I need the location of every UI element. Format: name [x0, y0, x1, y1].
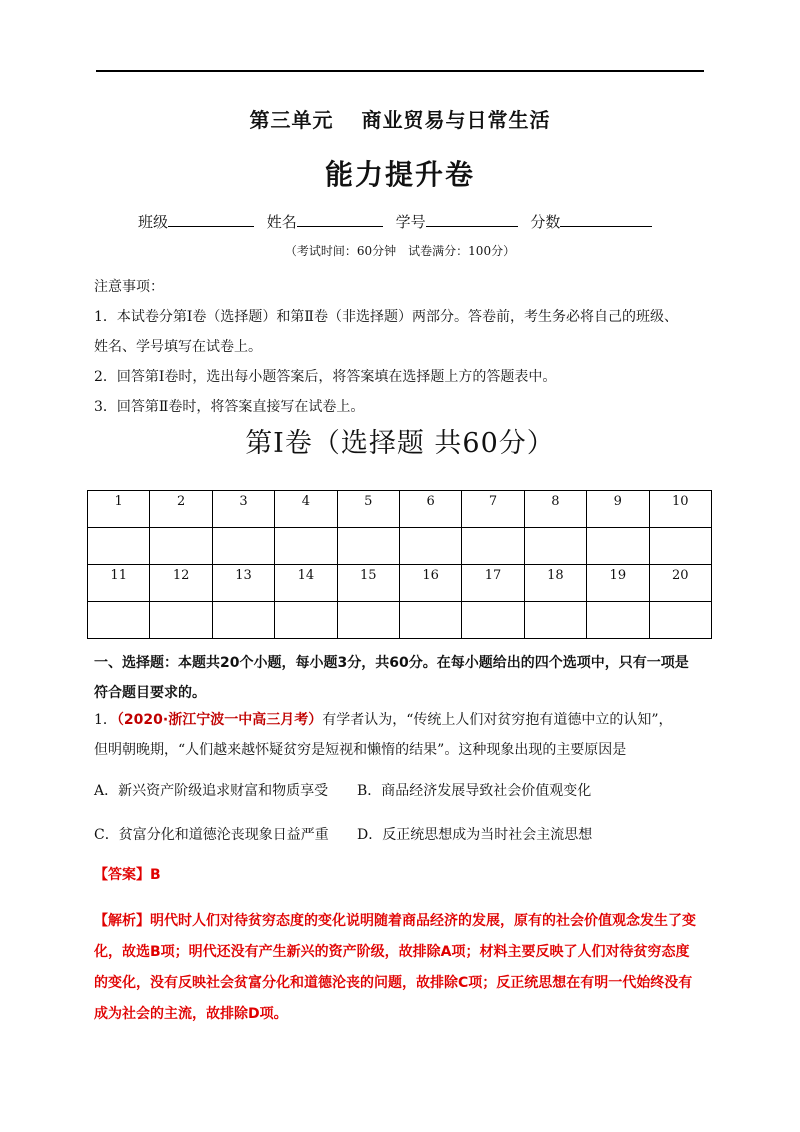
student-info-fields: [138, 211, 660, 232]
answer-cell[interactable]: [649, 528, 711, 565]
answer-blank-row: [88, 528, 712, 565]
note-item: 姓名、学号填写在试卷上。: [94, 339, 262, 355]
exam-time-info: （考试时间：60分钟 试卷满分：100分）: [284, 244, 516, 258]
analysis-line: 成为社会的主流，故排除D项。: [94, 1006, 288, 1022]
answer-number: 12: [150, 565, 212, 602]
answer-cell[interactable]: [649, 602, 711, 639]
answer-cell[interactable]: [88, 602, 150, 639]
note-item: 3．回答第Ⅱ卷时，将答案直接写在试卷上。: [94, 399, 365, 415]
answer-number: 1: [88, 491, 150, 528]
answer-number-row: [88, 491, 712, 528]
answer-blank-row: [88, 602, 712, 639]
question-1: [94, 705, 714, 765]
unit-label: 第三单元: [249, 108, 334, 132]
section-title: 第Ⅰ卷（选择题 共60分）: [245, 428, 555, 459]
note-item: 2．回答第Ⅰ卷时，选出每小题答案后，将答案填在选择题上方的答题表中。: [94, 369, 557, 385]
answer-number: 3: [212, 491, 274, 528]
student-id-label: 学号: [395, 213, 426, 231]
answer-number: 8: [524, 491, 586, 528]
question-line: [94, 705, 714, 735]
answer-number: 19: [587, 565, 649, 602]
analysis-line: 化，故选B项；明代还没有产生新兴的资产阶级，故排除A项；材料主要反映了人们对待贫穷态度: [94, 944, 690, 960]
notes-section: [94, 272, 714, 422]
note-item: 1．本试卷分第Ⅰ卷（选择题）和第Ⅱ卷（非选择题）两部分。答卷前，考生务必将自己的班级、: [94, 309, 678, 325]
answer-cell[interactable]: [337, 528, 399, 565]
name-blank[interactable]: [297, 212, 383, 227]
answer-number: 2: [150, 491, 212, 528]
answer-number: 10: [649, 491, 711, 528]
instruction-line: 一、选择题：本题共20个小题，每小题3分，共60分。在每小题给出的四个选项中，只有一项是: [94, 655, 689, 671]
analysis-section: [94, 906, 706, 1030]
answer-number: 14: [275, 565, 337, 602]
answer-cell[interactable]: [587, 602, 649, 639]
answer-cell[interactable]: [88, 528, 150, 565]
answer-cell[interactable]: [462, 602, 524, 639]
name-field[interactable]: [267, 211, 383, 232]
class-field[interactable]: [138, 211, 254, 232]
answer-number: 4: [275, 491, 337, 528]
unit-title: [0, 104, 800, 133]
answer-cell[interactable]: [524, 528, 586, 565]
answer-number-row: [88, 565, 712, 602]
answer-number: 6: [399, 491, 461, 528]
answer-cell[interactable]: [462, 528, 524, 565]
header-rule: [96, 70, 704, 72]
unit-topic: 商业贸易与日常生活: [361, 108, 551, 132]
answer-cell[interactable]: [150, 602, 212, 639]
answer-number: 18: [524, 565, 586, 602]
instruction-line: 符合题目要求的。: [94, 685, 206, 701]
answer-cell[interactable]: [524, 602, 586, 639]
question-text: 有学者认为，“传统上人们对贫穷抱有道德中立的认知”，: [322, 712, 673, 728]
class-label: 班级: [138, 213, 169, 231]
notes-heading: 注意事项：: [94, 279, 164, 295]
analysis-line: 的变化，没有反映社会贫富分化和道德沦丧的问题，故排除C项；反正统思想在有明一代始终没有: [94, 975, 693, 991]
name-label: 姓名: [266, 213, 297, 231]
question-source: （2020·浙江宁波一中高三月考）: [116, 712, 323, 728]
answer-number: 15: [337, 565, 399, 602]
question-text: 但明朝晚期，“人们越来越怀疑贫穷是短视和懒惰的结果”。这种现象出现的主要原因是: [94, 742, 627, 758]
answer-cell[interactable]: [587, 528, 649, 565]
option-a[interactable]: A．新兴资产阶级追求财富和物质享受: [94, 783, 329, 799]
answer-number: 11: [88, 565, 150, 602]
answer-cell[interactable]: [337, 602, 399, 639]
analysis-line: 【解析】明代时人们对待贫穷态度的变化说明随着商品经济的发展，原有的社会价值观念发生了变: [94, 913, 696, 929]
answer-cell[interactable]: [212, 602, 274, 639]
score-label: 分数: [530, 213, 561, 231]
student-id-field[interactable]: [396, 211, 518, 232]
choice-instructions: [94, 648, 714, 708]
answer-cell[interactable]: [212, 528, 274, 565]
option-d[interactable]: D．反正统思想成为当时社会主流思想: [357, 827, 593, 843]
answer-cell[interactable]: [150, 528, 212, 565]
question-number: 1．: [94, 712, 117, 728]
answer-number: 5: [337, 491, 399, 528]
answer-grid: [87, 490, 712, 639]
option-b[interactable]: B．商品经济发展导致社会价值观变化: [357, 783, 592, 799]
option-c[interactable]: C．贫富分化和道德沦丧现象日益严重: [94, 827, 329, 843]
student-id-blank[interactable]: [426, 212, 518, 227]
answer-number: 7: [462, 491, 524, 528]
score-blank[interactable]: [560, 212, 652, 227]
answer-number: 9: [587, 491, 649, 528]
answer-number: 16: [399, 565, 461, 602]
answer-cell[interactable]: [399, 602, 461, 639]
answer-cell[interactable]: [399, 528, 461, 565]
answer-number: 20: [649, 565, 711, 602]
class-blank[interactable]: [168, 212, 254, 227]
answer-number: 17: [462, 565, 524, 602]
answer-label: 【答案】B: [94, 867, 161, 883]
answer-number: 13: [212, 565, 274, 602]
page-title: 能力提升卷: [324, 158, 475, 191]
score-field[interactable]: [530, 211, 652, 232]
answer-cell[interactable]: [275, 528, 337, 565]
answer-cell[interactable]: [275, 602, 337, 639]
